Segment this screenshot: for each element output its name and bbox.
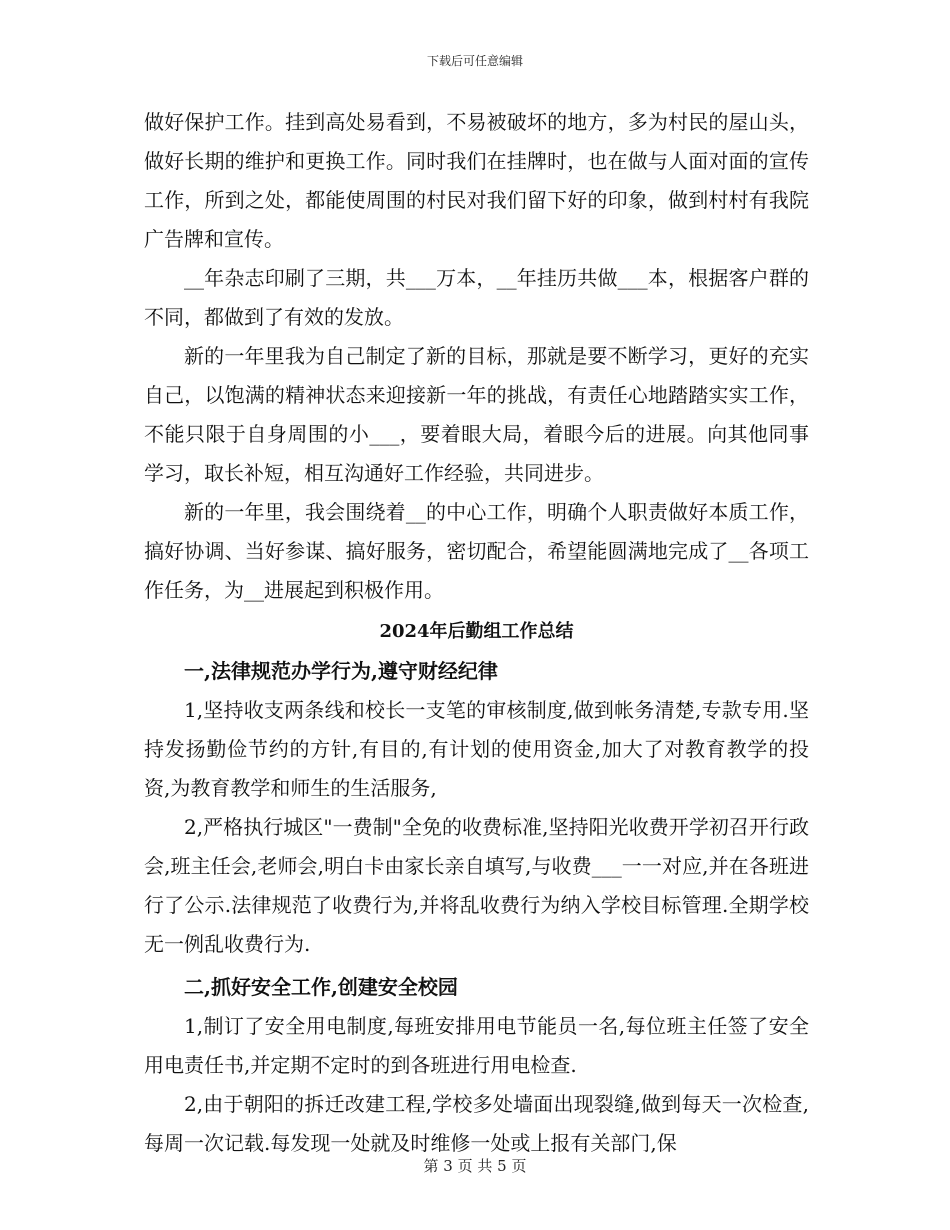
section-paragraph: 1,制订了安全用电制度,每班安排用电节能员一名,每位班主任签了安全用电责任书,并定期不定时的到各班进行用电检查. [144, 1014, 809, 1077]
section-paragraph: 2,由于朝阳的拆迁改建工程,学校多处墙面出现裂缝,做到每天一次检查,每周一次记载.每发现一处就及时维修一处或上报有关部门,保 [144, 1092, 809, 1155]
paragraph-magazine: __年杂志印刷了三期，共___万本，__年挂历共做___本，根据客户群的不同，都做到了有效的发放。 [144, 266, 809, 329]
section-paragraph: 2,严格执行城区"一费制"全免的收费标准,坚持阳光收费开学初召开行政会,班主任会,老师会,明白卡由家长亲自填写,与收费___一一对应,并在各班进行了公示.法律规范了收费行为,并将乱收费行为纳入学校目标管理.全期学校无一例乱收费行为. [144, 815, 809, 956]
page-header: 下载后可任意编辑 [426, 54, 523, 68]
document-title: 2024年后勤组工作总结 [379, 621, 574, 642]
section-paragraph: 1,坚持收支两条线和校长一支笔的审核制度,做到帐务清楚,专款专用.坚持发扬勤俭节约的方针,有目的,有计划的使用资金,加大了对教育教学的投资,为教育教学和师生的生活服务, [144, 698, 809, 800]
document-body [144, 103, 809, 1163]
paragraph-continued: 做好保护工作。挂到高处易看到，不易被破坏的地方，多为村民的屋山头，做好长期的维护和更换工作。同时我们在挂牌时，也在做与人面对面的宣传工作，所到之处，都能使周围的村民对我们留下好的印象，做到村村有我院广告牌和宣传。 [144, 110, 809, 251]
paragraph-new-goals: 新的一年里我为自己制定了新的目标，那就是要不断学习，更好的充实自己，以饱满的精神状态来迎接新一年的挑战，有责任心地踏踏实实工作，不能只限于自身周围的小___，要着眼大局，着眼今后的进展。向其他同事学习，取长补短，相互沟通好工作经验，共同进步。 [144, 344, 809, 485]
page-number: 第 3 页 共 5 页 [423, 1157, 527, 1175]
section-heading-safety: 二,抓好安全工作,创建安全校园 [184, 975, 458, 999]
paragraph-new-year: 新的一年里，我会围绕着__的中心工作，明确个人职责做好本质工作，搞好协调、当好参谋、搞好服务，密切配合，希望能圆满地完成了__各项工作任务，为__进展起到积极作用。 [144, 500, 809, 602]
section-heading-finance: 一,法律规范办学行为,遵守财经纪律 [184, 659, 498, 683]
